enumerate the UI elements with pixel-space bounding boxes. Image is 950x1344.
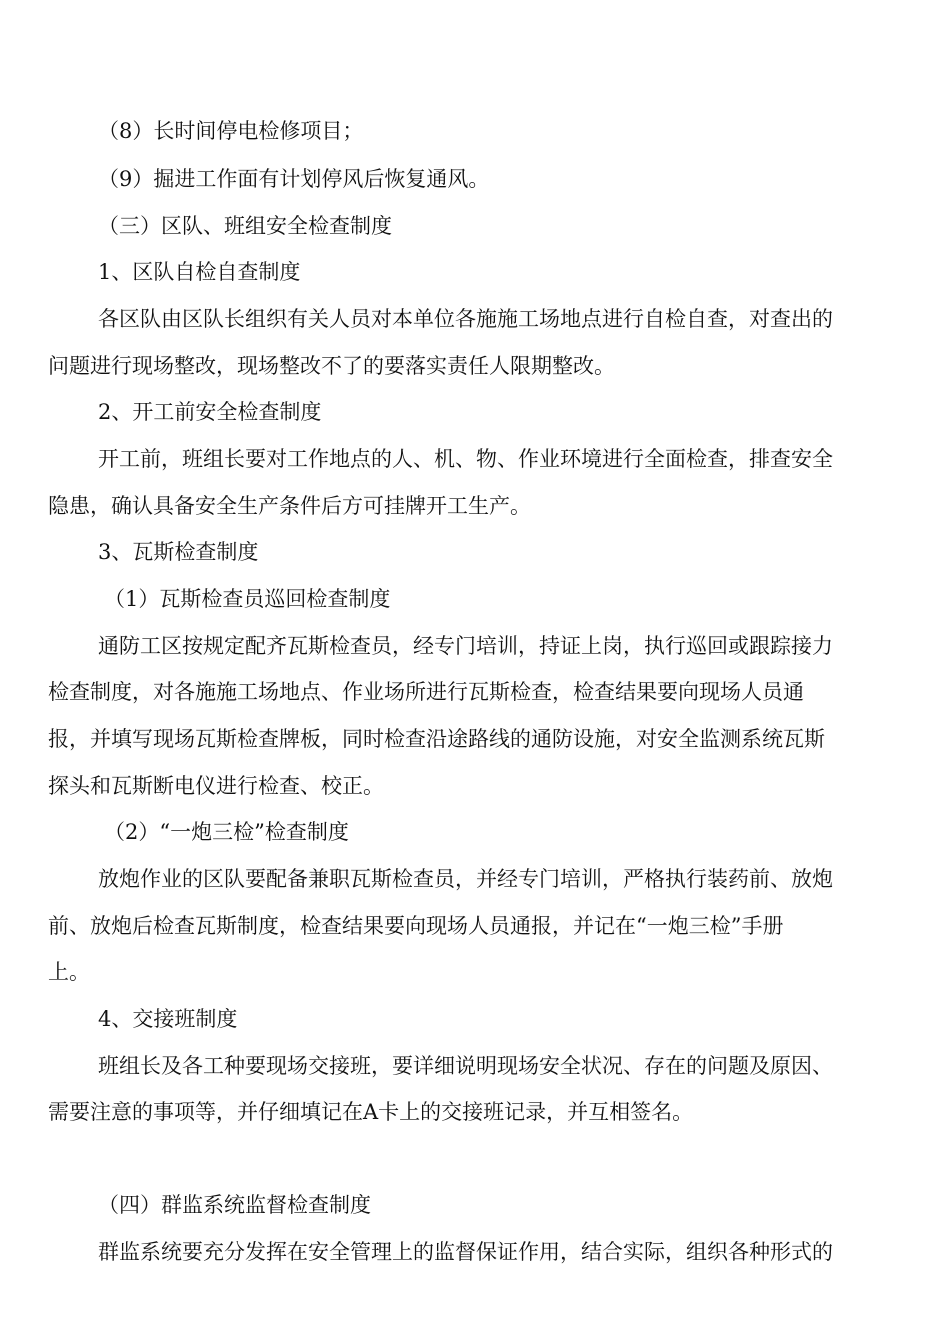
paragraph-line: 群监系统要充分发挥在安全管理上的监督保证作用，结合实际，组织各种形式的 (98, 1240, 833, 1264)
list-item-8: （8）长时间停电检修项目； (98, 119, 364, 143)
sub-subheading-2: （2）“一炮三检”检查制度 (104, 820, 349, 844)
subheading-2: 2、开工前安全检查制度 (98, 400, 322, 424)
list-item-9: （9）掘进工作面有计划停风后恢复通风。 (98, 167, 490, 191)
subheading-3: 3、瓦斯检查制度 (98, 540, 259, 564)
paragraph-line: 报，并填写现场瓦斯检查牌板，同时检查沿途路线的通防设施，对安全监测系统瓦斯 (48, 727, 825, 751)
paragraph-line: 探头和瓦斯断电仪进行检查、校正。 (48, 774, 384, 798)
paragraph-line: 问题进行现场整改，现场整改不了的要落实责任人限期整改。 (48, 354, 615, 378)
paragraph-line: 前、放炮后检查瓦斯制度，检查结果要向现场人员通报，并记在“一炮三检”手册 (48, 914, 784, 938)
section-heading-4: （四）群监系统监督检查制度 (98, 1193, 371, 1217)
paragraph-line: 通防工区按规定配齐瓦斯检查员，经专门培训，持证上岗，执行巡回或跟踪接力 (98, 634, 833, 658)
paragraph-line: 检查制度，对各施施工场地点、作业场所进行瓦斯检查，检查结果要向现场人员通 (48, 680, 804, 704)
paragraph-line: 各区队由区队长组织有关人员对本单位各施施工场地点进行自检自查，对查出的 (98, 307, 833, 331)
subheading-4: 4、交接班制度 (98, 1007, 238, 1031)
paragraph-line: 上。 (48, 960, 90, 984)
paragraph-line: 班组长及各工种要现场交接班，要详细说明现场安全状况、存在的问题及原因、 (98, 1054, 833, 1078)
paragraph-line: 放炮作业的区队要配备兼职瓦斯检查员，并经专门培训，严格执行装药前、放炮 (98, 867, 833, 891)
subheading-1: 1、区队自检自查制度 (98, 260, 301, 284)
paragraph-line: 需要注意的事项等，并仔细填记在A卡上的交接班记录，并互相签名。 (48, 1100, 694, 1124)
paragraph-line: 隐患，确认具备安全生产条件后方可挂牌开工生产。 (48, 494, 531, 518)
section-heading-3: （三）区队、班组安全检查制度 (98, 214, 392, 238)
sub-subheading-1: （1）瓦斯检查员巡回检查制度 (104, 587, 391, 611)
paragraph-line: 开工前，班组长要对工作地点的人、机、物、作业环境进行全面检查，排查安全 (98, 447, 833, 471)
